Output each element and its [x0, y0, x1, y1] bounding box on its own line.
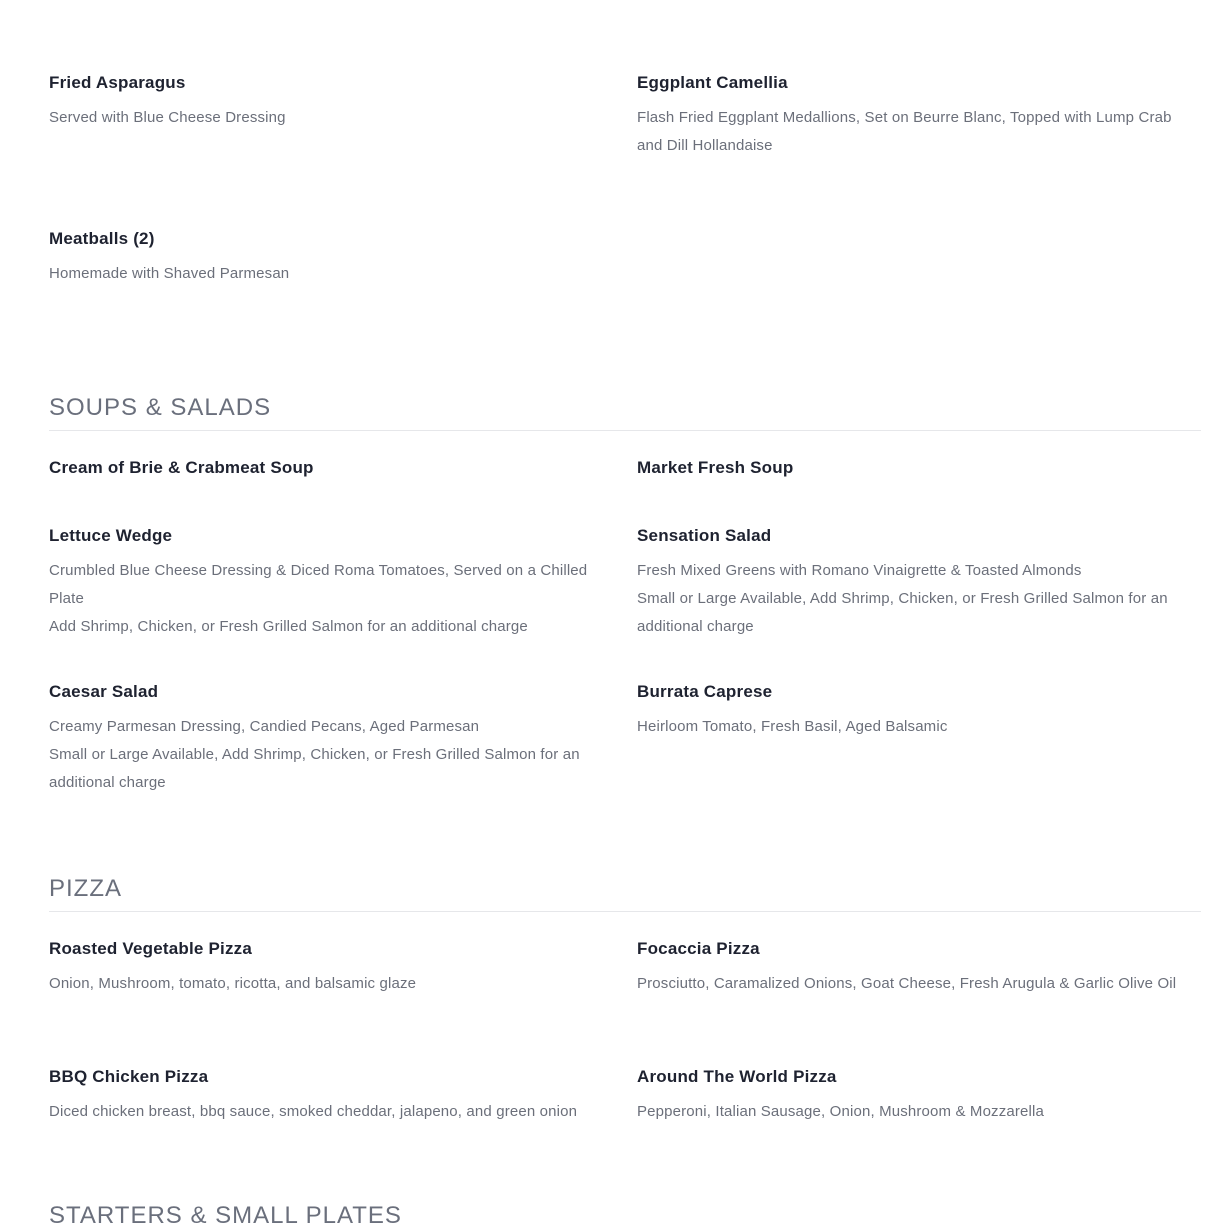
menu-item-name: Fried Asparagus	[49, 73, 186, 92]
section-heading-starters: STARTERS & SMALL PLATES	[49, 1202, 402, 1225]
menu-item-name: Roasted Vegetable Pizza	[49, 939, 253, 958]
menu-item-name: Meatballs (2)	[49, 229, 155, 248]
menu-item-desc-line: Diced chicken breast, bbq sauce, smoked cheddar, jalapeno, and green onion	[49, 1103, 578, 1120]
menu-item-desc-line: Flash Fried Eggplant Medallions, Set on Beurre Blanc, Topped with Lump Crab and Dill Hollandaise	[637, 109, 1172, 154]
menu-item-eggplant-camellia	[637, 72, 1201, 160]
menu-item-desc-line: Crumbled Blue Cheese Dressing & Diced Roma Tomatoes, Served on a Chilled Plate	[49, 562, 588, 607]
menu-item-description	[49, 713, 613, 797]
menu-item-meatballs	[49, 228, 613, 288]
menu-item-sensation-salad	[637, 525, 1201, 641]
menu-item-roasted-vegetable-pizza	[49, 938, 613, 998]
menu-item-name: Focaccia Pizza	[637, 939, 760, 958]
menu-item-market-fresh-soup	[637, 457, 1201, 479]
menu-item-description	[49, 1098, 613, 1126]
menu-item-desc-line: Pepperoni, Italian Sausage, Onion, Mushroom & Mozzarella	[637, 1103, 1044, 1120]
menu-item-description	[49, 260, 613, 288]
menu-item-description	[637, 713, 1201, 741]
menu-item-desc-line: Creamy Parmesan Dressing, Candied Pecans, Aged Parmesan	[49, 718, 480, 735]
menu-item-fried-asparagus	[49, 72, 613, 132]
menu-item-bbq-chicken-pizza	[49, 1066, 613, 1126]
section-heading-soups-salads: SOUPS & SALADS	[49, 394, 272, 421]
menu-item-name: Around The World Pizza	[637, 1067, 837, 1086]
menu-item-name: Cream of Brie & Crabmeat Soup	[49, 458, 314, 477]
menu-item-description	[637, 104, 1201, 160]
section-heading-pizza: PIZZA	[49, 875, 123, 902]
menu-item-desc-line: Small or Large Available, Add Shrimp, Chicken, or Fresh Grilled Salmon for an additional charge	[637, 590, 1168, 635]
menu-item-desc-line: Homemade with Shaved Parmesan	[49, 265, 290, 282]
menu-item-lettuce-wedge	[49, 525, 613, 641]
menu-item-description	[637, 557, 1201, 641]
menu-item-around-the-world-pizza	[637, 1066, 1201, 1126]
menu-item-desc-line: Served with Blue Cheese Dressing	[49, 109, 286, 126]
menu-item-description	[49, 970, 613, 998]
menu-item-name: Caesar Salad	[49, 682, 159, 701]
menu-item-desc-line: Fresh Mixed Greens with Romano Vinaigrette & Toasted Almonds	[637, 562, 1082, 579]
menu-item-name: Lettuce Wedge	[49, 526, 173, 545]
section-divider	[49, 911, 1201, 912]
menu-item-name: Sensation Salad	[637, 526, 772, 545]
menu-item-desc-line: Heirloom Tomato, Fresh Basil, Aged Balsamic	[637, 718, 948, 735]
menu-item-desc-line: Small or Large Available, Add Shrimp, Chicken, or Fresh Grilled Salmon for an additional charge	[49, 746, 580, 791]
menu-item-caesar-salad	[49, 681, 613, 797]
menu-item-desc-line: Add Shrimp, Chicken, or Fresh Grilled Salmon for an additional charge	[49, 618, 528, 635]
menu-item-description	[49, 104, 613, 132]
section-divider	[49, 430, 1201, 431]
menu-item-name: Market Fresh Soup	[637, 458, 794, 477]
menu-item-desc-line: Onion, Mushroom, tomato, ricotta, and balsamic glaze	[49, 975, 417, 992]
menu-item-burrata-caprese	[637, 681, 1201, 741]
menu-item-description	[637, 970, 1201, 998]
menu-item-name: Burrata Caprese	[637, 682, 773, 701]
menu-item-name: BBQ Chicken Pizza	[49, 1067, 209, 1086]
menu-item-name: Eggplant Camellia	[637, 73, 788, 92]
menu-item-cream-of-brie-soup	[49, 457, 613, 479]
menu-item-description	[49, 557, 613, 641]
menu-item-desc-line: Prosciutto, Caramalized Onions, Goat Cheese, Fresh Arugula & Garlic Olive Oil	[637, 975, 1177, 992]
menu-item-description	[637, 1098, 1201, 1126]
menu-item-focaccia-pizza	[637, 938, 1201, 998]
